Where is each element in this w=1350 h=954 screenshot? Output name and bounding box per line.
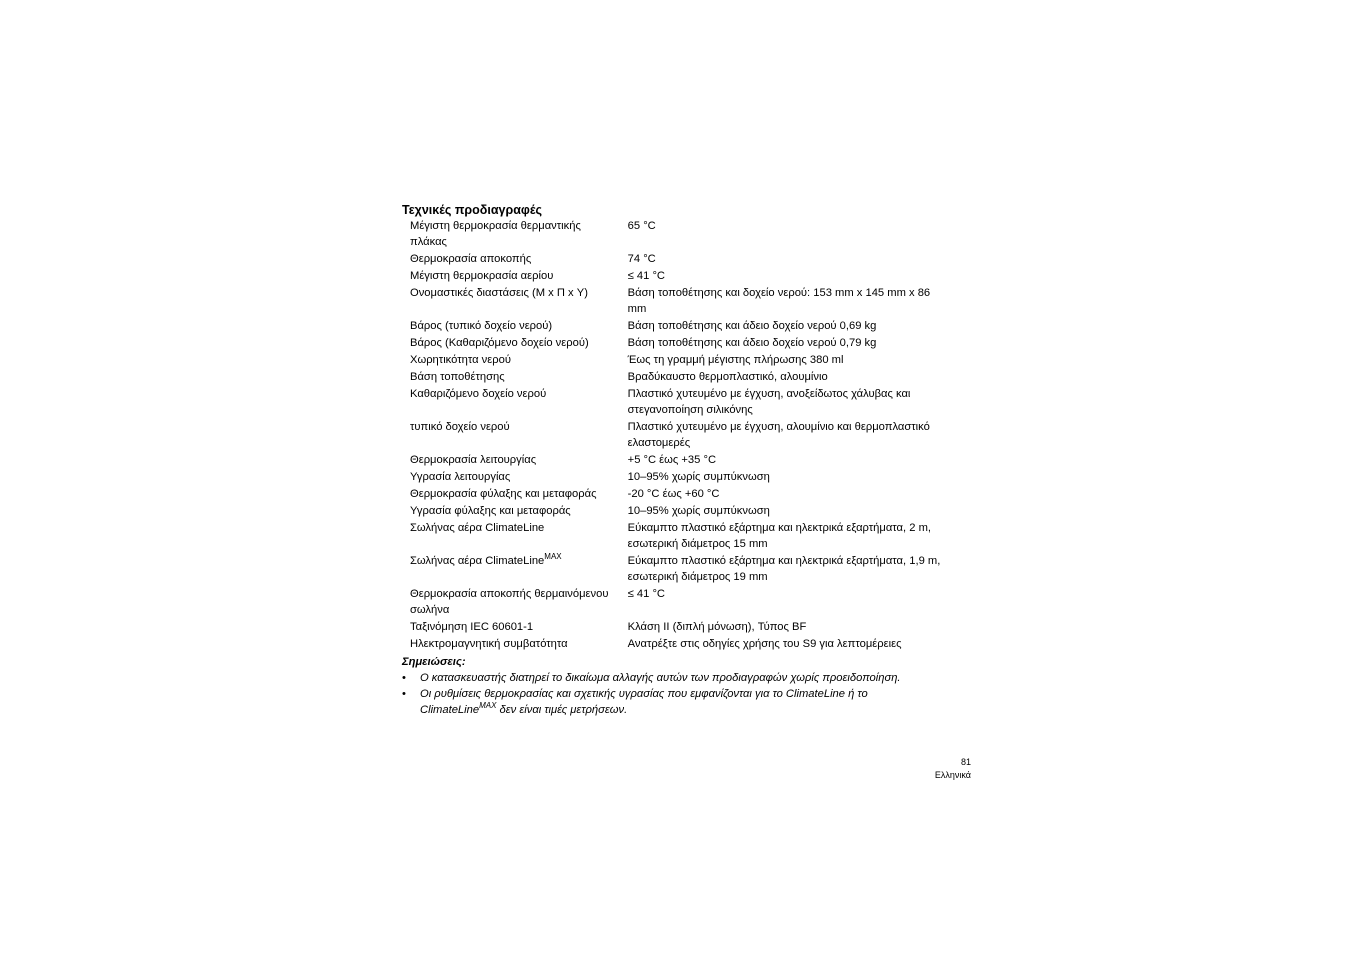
table-row xyxy=(410,469,947,486)
spec-value: 74 °C xyxy=(627,253,656,265)
spec-label: Ταξινόμηση IEC 60601-1 xyxy=(410,621,534,633)
spec-value: 10–95% χωρίς συμπύκνωση xyxy=(627,505,770,517)
spec-label: Θερμοκρασία αποκοπής θερμαινόμενου σωλήνα xyxy=(410,588,609,616)
list-item xyxy=(402,670,947,686)
spec-label: Υγρασία φύλαξης και μεταφοράς xyxy=(410,505,571,517)
spec-label-cell xyxy=(410,553,628,586)
table-row xyxy=(410,386,947,419)
notes-list xyxy=(402,670,947,718)
note-text: Οι ρυθμίσεις θερμοκρασίας και σχετικής υγρασίας που εμφανίζονται για το ClimateLine ή το ClimateLine xyxy=(420,688,868,716)
spec-label: Σωλήνας αέρα ClimateLine xyxy=(410,555,545,567)
note-text-end: δεν είναι τιμές μετρήσεων. xyxy=(496,704,628,716)
spec-value: Ανατρέξτε στις οδηγίες χρήσης του S9 για λεπτομέρειες xyxy=(627,638,902,650)
spec-label: Θερμοκρασία φύλαξης και μεταφοράς xyxy=(410,488,597,500)
table-row xyxy=(410,452,947,469)
page-footer xyxy=(935,756,971,782)
table-row xyxy=(410,318,947,335)
superscript-max: MAX xyxy=(479,701,497,710)
table-row xyxy=(410,586,947,619)
page-number: 81 xyxy=(960,757,971,767)
table-row xyxy=(410,268,947,285)
spec-value: +5 °C έως +35 °C xyxy=(627,454,717,466)
bullet-icon: • xyxy=(402,672,406,684)
spec-label: Βάση τοποθέτησης xyxy=(410,371,505,383)
spec-label: Μέγιστη θερμοκρασία αερίου xyxy=(410,270,554,282)
spec-label: Βάρος (Καθαριζόμενο δοχείο νερού) xyxy=(410,337,589,349)
spec-value: 10–95% χωρίς συμπύκνωση xyxy=(627,471,770,483)
table-row xyxy=(410,285,947,318)
spec-section xyxy=(402,203,947,718)
table-row xyxy=(410,503,947,520)
spec-label: Βάρος (τυπικό δοχείο νερού) xyxy=(410,320,553,332)
list-item xyxy=(402,686,947,718)
spec-value: ≤ 41 °C xyxy=(627,588,666,600)
table-row xyxy=(410,251,947,268)
spec-value: Πλαστικό χυτευμένο με έγχυση, αλουμίνιο και θερμοπλαστικό ελαστομερές xyxy=(627,421,930,449)
notes-heading: Σημειώσεις: xyxy=(402,656,466,668)
spec-value: Βάση τοποθέτησης και δοχείο νερού: 153 mm x 145 mm x 86 mm xyxy=(627,287,931,315)
spec-value: Εύκαμπτο πλαστικό εξάρτημα και ηλεκτρικά εξαρτήματα, 2 m, εσωτερική διάμετρος 15 mm xyxy=(627,522,932,550)
note-text: Ο κατασκευαστής διατηρεί το δικαίωμα αλλαγής αυτών των προδιαγραφών χωρίς προειδοποίηση. xyxy=(420,672,901,684)
spec-label: Υγρασία λειτουργίας xyxy=(410,471,511,483)
language-label: Ελληνικά xyxy=(934,770,971,780)
spec-label: Χωρητικότητα νερού xyxy=(410,354,511,366)
spec-value: -20 °C έως +60 °C xyxy=(627,488,720,500)
table-row xyxy=(410,636,947,653)
spec-label: Ονομαστικές διαστάσεις (Μ x Π x Υ) xyxy=(410,287,588,299)
spec-label: Θερμοκρασία αποκοπής xyxy=(410,253,532,265)
table-row xyxy=(410,352,947,369)
spec-label: Ηλεκτρομαγνητική συμβατότητα xyxy=(410,638,568,650)
spec-label: Σωλήνας αέρα ClimateLine xyxy=(410,522,545,534)
spec-value: Βραδύκαυστο θερμοπλαστικό, αλουμίνιο xyxy=(627,371,828,383)
page-title: Τεχνικές προδιαγραφές xyxy=(402,203,542,217)
spec-value: Πλαστικό χυτευμένο με έγχυση, ανοξείδωτος χάλυβας και στεγανοποίηση σιλικόνης xyxy=(627,388,911,416)
spec-value: Κλάση II (διπλή μόνωση), Τύπος BF xyxy=(627,621,807,633)
spec-value: Βάση τοποθέτησης και άδειο δοχείο νερού 0,69 kg xyxy=(627,320,877,332)
table-row xyxy=(410,218,947,251)
spec-value: 65 °C xyxy=(627,220,656,232)
bullet-icon: • xyxy=(402,688,406,700)
table-row xyxy=(410,335,947,352)
spec-table xyxy=(410,218,947,653)
spec-label: Μέγιστη θερμοκρασία θερμαντικής πλάκας xyxy=(410,220,581,248)
spec-value: Εύκαμπτο πλαστικό εξάρτημα και ηλεκτρικά εξαρτήματα, 1,9 m, εσωτερική διάμετρος 19 mm xyxy=(627,555,941,583)
superscript-max: MAX xyxy=(544,552,562,561)
spec-label: Θερμοκρασία λειτουργίας xyxy=(410,454,537,466)
table-row xyxy=(410,486,947,503)
table-row xyxy=(410,520,947,553)
table-row xyxy=(410,619,947,636)
spec-value: Βάση τοποθέτησης και άδειο δοχείο νερού 0,79 kg xyxy=(627,337,877,349)
spec-value: Έως τη γραμμή μέγιστης πλήρωσης 380 ml xyxy=(627,354,844,366)
spec-label: Καθαριζόμενο δοχείο νερού xyxy=(410,388,547,400)
table-row xyxy=(410,419,947,452)
spec-value: ≤ 41 °C xyxy=(627,270,666,282)
table-row xyxy=(410,553,947,586)
spec-label: τυπικό δοχείο νερού xyxy=(410,421,510,433)
table-row xyxy=(410,369,947,386)
